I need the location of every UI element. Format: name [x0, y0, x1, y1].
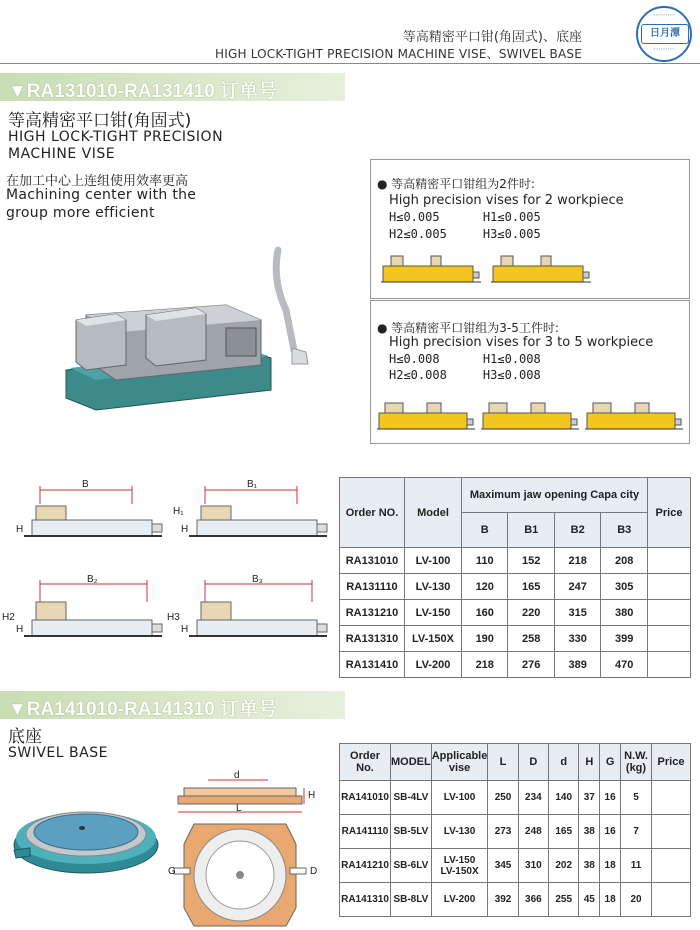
table-cell: 152 [508, 548, 554, 574]
table-cell: 218 [462, 652, 508, 678]
table-row [340, 781, 691, 815]
table-cell [648, 600, 691, 626]
th-b2: B2 [554, 513, 600, 548]
table-cell: LV-100 [431, 781, 488, 815]
table-cell: 202 [549, 849, 579, 883]
section1-bar-text: ▼RA131010-RA131410 订单号 [8, 81, 278, 102]
header-divider [0, 63, 700, 64]
table-cell: LV-130 [431, 815, 488, 849]
table-cell: 140 [549, 781, 579, 815]
table-cell: 110 [462, 548, 508, 574]
box1-vise-diagram [381, 252, 681, 288]
table-cell: 389 [554, 652, 600, 678]
table-cell: 470 [601, 652, 648, 678]
table-cell: 16 [600, 781, 621, 815]
section1-bar [0, 73, 345, 101]
info-box-3-5-workpiece [370, 300, 690, 444]
label-h-b3: H [181, 624, 189, 635]
section1-title-en-2: MACHINE VISE [8, 146, 116, 162]
table-cell: RA141010 [340, 781, 391, 815]
table-cell: 276 [508, 652, 554, 678]
info-box-2-workpiece [370, 159, 690, 299]
table-cell: 305 [601, 574, 648, 600]
header-title-cn: 等高精密平口钳(角固式)、底座 [402, 30, 582, 45]
th2-nw: N.W. (kg) [621, 744, 652, 781]
table-row [340, 626, 691, 652]
section2-bar-text: ▼RA141010-RA141310 订单号 [8, 699, 278, 720]
th2-d-small: d [549, 744, 579, 781]
box2-cn: ● 等高精密平口钳组为3-5工件时: [377, 321, 559, 335]
box1-en: High precision vises for 2 workpiece [389, 193, 624, 208]
table-cell: LV-200 [431, 883, 488, 917]
table-cell: 38 [579, 815, 600, 849]
table-cell: LV-130 [405, 574, 462, 600]
table-cell: RA141210 [340, 849, 391, 883]
box1-tol-2: H2≤0.005 H3≤0.005 [389, 227, 541, 241]
table-cell: RA141110 [340, 815, 391, 849]
label-b3: B₃ [252, 574, 263, 585]
th-order-no: Order NO. [340, 478, 405, 548]
table-row [340, 849, 691, 883]
section1-title-en-1: HIGH LOCK-TIGHT PRECISION [8, 129, 224, 145]
section2-bar [0, 691, 345, 719]
vise-spec-table [339, 477, 691, 678]
table-cell: 250 [488, 781, 518, 815]
label-b2: B₂ [87, 574, 98, 585]
th2-model: MODEL [391, 744, 432, 781]
table-cell: SB-5LV [391, 815, 432, 849]
diagram-b1 [173, 479, 327, 536]
swivel-base-illustration [6, 790, 166, 880]
table-cell [652, 883, 691, 917]
table-row [340, 600, 691, 626]
section2-title-cn: 底座 [8, 727, 42, 747]
th-b: B [462, 513, 508, 548]
table-cell: LV-150 LV-150X [431, 849, 488, 883]
th-max-jaw-opening: Maximum jaw opening Capa city [462, 478, 648, 513]
table-cell: RA131310 [340, 626, 405, 652]
table-cell: LV-150X [405, 626, 462, 652]
diagram-b2 [2, 574, 162, 636]
table-cell: 20 [621, 883, 652, 917]
diagram-b3 [167, 574, 327, 636]
label-h-b2: H [16, 624, 24, 635]
box2-tol-1: H≤0.008 H1≤0.008 [389, 352, 541, 366]
table-cell: 345 [488, 849, 518, 883]
table-cell [648, 574, 691, 600]
table-cell: 218 [554, 548, 600, 574]
table-cell: LV-200 [405, 652, 462, 678]
table-cell: 247 [554, 574, 600, 600]
table-cell: SB-6LV [391, 849, 432, 883]
th2-order-no: Order No. [340, 744, 391, 781]
table-cell: 208 [601, 548, 648, 574]
table-cell: 45 [579, 883, 600, 917]
table-cell: 120 [462, 574, 508, 600]
table-cell: 165 [508, 574, 554, 600]
table-cell: LV-150 [405, 600, 462, 626]
logo-text: 日月潭 [641, 24, 689, 44]
logo-arc-bottom: ⋯⋯⋯ [653, 45, 675, 53]
box2-tol-2: H2≤0.008 H3≤0.008 [389, 368, 541, 382]
th-b1: B1 [508, 513, 554, 548]
logo-arc-top: ⋯⋯⋯ [653, 11, 675, 19]
table-cell: 248 [518, 815, 548, 849]
swivel-base-table [339, 743, 691, 917]
section2-title-en: SWIVEL BASE [8, 745, 108, 761]
table-cell: 310 [518, 849, 548, 883]
table-cell: 190 [462, 626, 508, 652]
table-cell: 37 [579, 781, 600, 815]
label-g: G [168, 866, 176, 877]
table-cell: 18 [600, 883, 621, 917]
label-h: H [16, 524, 24, 535]
table-cell: 5 [621, 781, 652, 815]
table-cell: 7 [621, 815, 652, 849]
label-h-b1: H [181, 524, 189, 535]
table-row [340, 574, 691, 600]
table-row [340, 652, 691, 678]
table-cell [652, 849, 691, 883]
table-cell: 315 [554, 600, 600, 626]
label-h2: H2 [2, 612, 15, 623]
table-cell: 392 [488, 883, 518, 917]
table-cell: RA131010 [340, 548, 405, 574]
th2-d: D [518, 744, 548, 781]
table-cell: 38 [579, 849, 600, 883]
table-cell: 273 [488, 815, 518, 849]
label-h-base: H [308, 790, 316, 801]
table-cell: RA131410 [340, 652, 405, 678]
section1-desc-cn: 在加工中心上连组使用效率更高 [6, 174, 189, 189]
table-cell: RA141310 [340, 883, 391, 917]
table-cell: 255 [549, 883, 579, 917]
label-b: B [82, 479, 89, 490]
table-cell: SB-8LV [391, 883, 432, 917]
table-cell [648, 652, 691, 678]
table-cell [648, 626, 691, 652]
th2-g: G [600, 744, 621, 781]
table-cell: 165 [549, 815, 579, 849]
th-price: Price [648, 478, 691, 548]
table-cell: 160 [462, 600, 508, 626]
table-row [340, 815, 691, 849]
section1-title-cn: 等高精密平口钳(角固式) [8, 111, 192, 131]
box2-en: High precision vises for 3 to 5 workpiece [389, 335, 654, 350]
table-cell: 220 [508, 600, 554, 626]
section1-desc-en-1: Machining center with the [6, 187, 197, 203]
label-l: L [236, 803, 242, 814]
table-cell: 234 [518, 781, 548, 815]
table-cell: RA131210 [340, 600, 405, 626]
table-cell: 16 [600, 815, 621, 849]
table-cell: 258 [508, 626, 554, 652]
th2-price: Price [652, 744, 691, 781]
table-row [340, 548, 691, 574]
section1-desc-en-2: group more efficient [6, 205, 155, 221]
header-title-en: HIGH LOCK-TIGHT PRECISION MACHINE VISE、SWIVEL BASE [215, 47, 582, 61]
table-cell: RA131110 [340, 574, 405, 600]
th2-l: L [488, 744, 518, 781]
table-cell: 18 [600, 849, 621, 883]
table-cell: 366 [518, 883, 548, 917]
label-b1: B₁ [247, 479, 258, 490]
brand-logo [636, 6, 692, 62]
vise-illustration [56, 240, 326, 440]
table-cell [652, 781, 691, 815]
box1-cn: ● 等高精密平口钳组为2件时: [377, 177, 535, 191]
table-cell: 399 [601, 626, 648, 652]
table-cell: 11 [621, 849, 652, 883]
th-model: Model [405, 478, 462, 548]
box2-vise-diagram [377, 399, 687, 435]
table-cell: 330 [554, 626, 600, 652]
table-cell: 380 [601, 600, 648, 626]
table-cell [648, 548, 691, 574]
label-h3: H3 [167, 612, 180, 623]
th-b3: B3 [601, 513, 648, 548]
box1-tol-1: H≤0.005 H1≤0.005 [389, 210, 541, 224]
label-d-large: D [310, 866, 318, 877]
jaw-opening-diagrams [2, 474, 337, 674]
table-cell: SB-4LV [391, 781, 432, 815]
swivel-base-drawings [168, 768, 328, 930]
th2-applicable-vise: Applicable vise [431, 744, 488, 781]
th2-h: H [579, 744, 600, 781]
diagram-b [16, 479, 162, 536]
table-cell: LV-100 [405, 548, 462, 574]
label-d-small: d [234, 770, 240, 781]
label-h1: H₁ [173, 506, 184, 517]
table-row [340, 883, 691, 917]
table-cell [652, 815, 691, 849]
